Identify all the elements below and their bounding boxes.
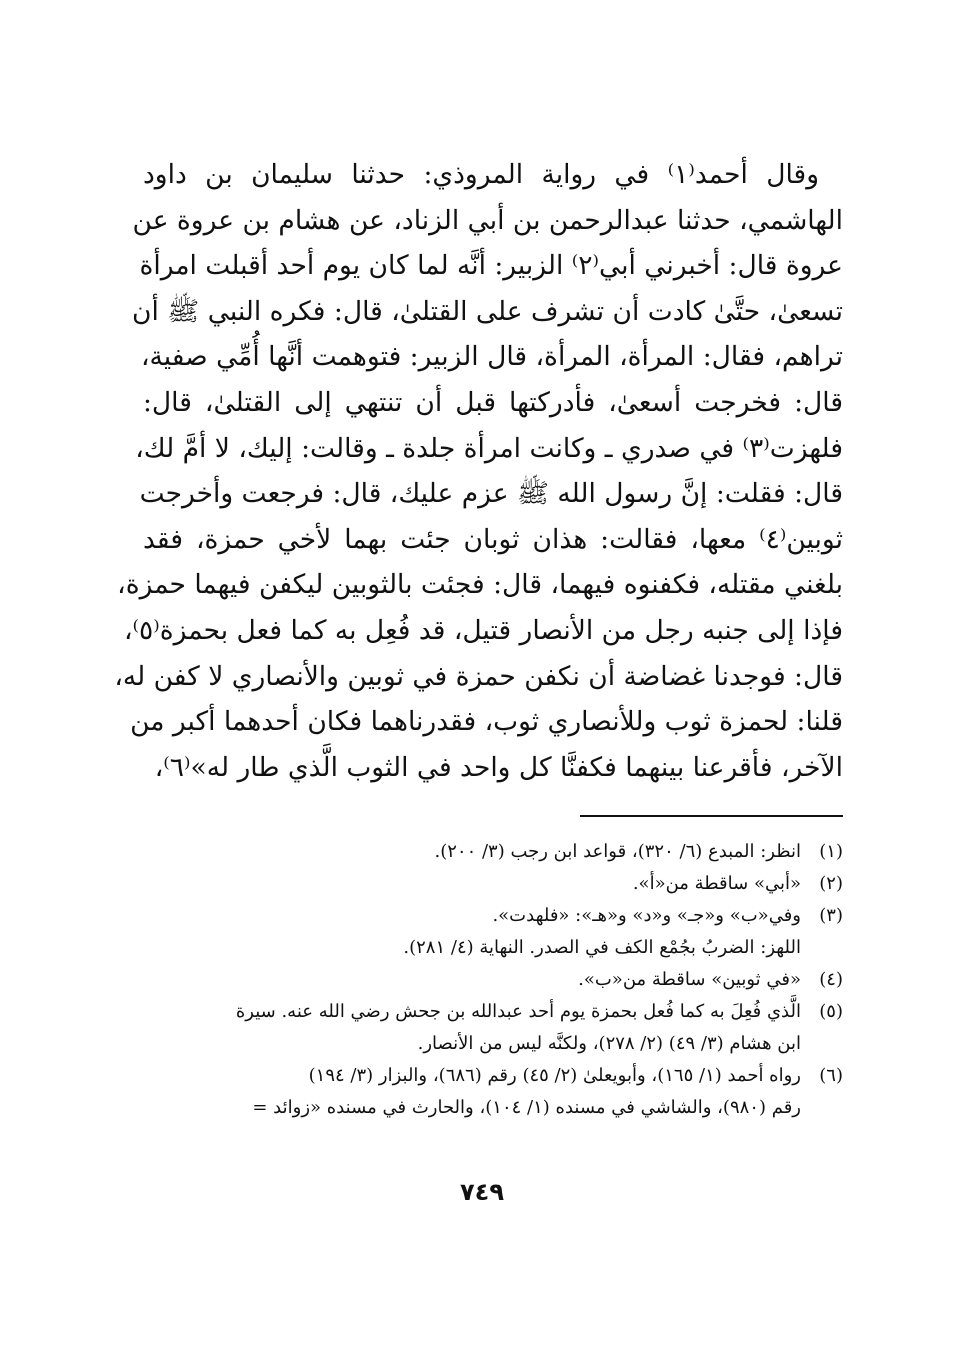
text-line: تراهم، فقال: المرأة، المرأة، قال الزبير: فتوهمت أنَّها أُمِّي صفية،: [140, 341, 843, 373]
footnote-text: «أبي» ساقطة من«أ».: [632, 873, 801, 894]
footnote-number: (٣): [819, 905, 843, 926]
text-line: ثوبين⁽٤⁾ معها، فقالت: هذان ثوبان جئت بهما لأخي حمزة، فقد: [143, 523, 843, 555]
footnote-text: رواه أحمد (١/ ١٦٥)، وأبويعلىٰ (٢/ ٤٥) رقم (٦٨٦)، والبزار (٣/ ١٩٤): [308, 1065, 801, 1086]
footnote-item: [143, 868, 843, 900]
text-line: فإذا إلى جنبه رجل من الأنصار قتيل، قد فُعِل به كما فعل بحمزة⁽٥⁾،: [123, 614, 843, 646]
footnote-number: (٦): [819, 1065, 843, 1086]
text-line: قلنا: لحمزة ثوب وللأنصاري ثوب، فقدرناهما فكان أحدهما أكبر من: [130, 706, 843, 738]
text-line: عروة قال: أخبرني أبي⁽٢⁾ الزبير: أنَّه لما كان يوم أحد أقبلت امرأة: [139, 250, 843, 282]
text-line: قال: فوجدنا غضاضة أن نكفن حمزة في ثوبين والأنصاري لا كفن له،: [114, 660, 843, 692]
footnote-text: «في ثوبين» ساقطة من«ب».: [578, 969, 801, 990]
page-number: ٧٤٩: [460, 1178, 504, 1206]
text-line: بلغني مقتله، فكفنوه فيهما، قال: فجئت بالثوبين ليكفن فيهما حمزة،: [117, 569, 843, 601]
footnote-separator: [580, 815, 843, 817]
footnote-text: انظر: المبدع (٦/ ٣٢٠)، قواعد ابن رجب (٣/ ٢٠٠).: [434, 841, 801, 862]
text-line: وقال أحمد⁽١⁾ في رواية المروذي: حدثنا سليمان بن داود: [143, 159, 819, 190]
footnotes-block: [143, 836, 843, 1124]
text-line: قال: فخرجت أسعىٰ، فأدركتها قبل أن تنتهي إلى القتلىٰ، قال:: [143, 386, 843, 418]
footnote-number: (١): [819, 841, 843, 862]
text-line: تسعىٰ، حتَّىٰ كادت أن تشرف على القتلىٰ، قال: فكره النبي ﷺ أن: [132, 295, 843, 327]
footnote-number: (٥): [819, 1001, 843, 1022]
footnote-item: [143, 964, 843, 996]
text-line: الهاشمي، حدثنا عبدالرحمن بن أبي الزناد، عن هشام بن عروة عن: [132, 204, 843, 236]
text-line: الآخر، فأقرعنا بينهما فكفنَّا كل واحد في الثوب الَّذي طار له»⁽٦⁾،: [154, 751, 843, 783]
text-line: فلهزت⁽٣⁾ في صدري ـ وكانت امرأة جلدة ـ وقالت: إليك، لا أمَّ لك،: [135, 432, 843, 464]
footnote-item: [143, 1060, 843, 1092]
footnote-continuation: رقم (٩٨٠)، والشاشي في مسنده (١/ ١٠٤)، والحارث في مسنده «زوائد =: [252, 1097, 801, 1118]
footnote-continuation: اللهز: الضربُ بجُمْع الكف في الصدر. النهاية (٤/ ٢٨١).: [403, 937, 801, 958]
footnote-item: [143, 900, 843, 932]
footnote-item: [143, 996, 843, 1028]
footnote-text: الَّذي فُعِلَ به كما فُعل بحمزة يوم أحد عبدالله بن جحش رضي الله عنه. سيرة: [235, 1001, 801, 1022]
footnote-text: وفي«ب» و«جـ» و«د» و«هـ»: «فلهدت».: [492, 905, 801, 926]
footnote-continuation: ابن هشام (٣/ ٤٩) (٢/ ٢٧٨)، ولكنَّه ليس من الأنصار.: [417, 1033, 801, 1054]
footnote-item: [143, 836, 843, 868]
text-line: قال: فقلت: إنَّ رسول الله ﷺ عزم عليك، قال: فرجعت وأخرجت: [139, 478, 843, 510]
footnote-number: (٤): [819, 969, 843, 990]
footnote-number: (٢): [819, 873, 843, 894]
main-text-block: [114, 152, 843, 790]
